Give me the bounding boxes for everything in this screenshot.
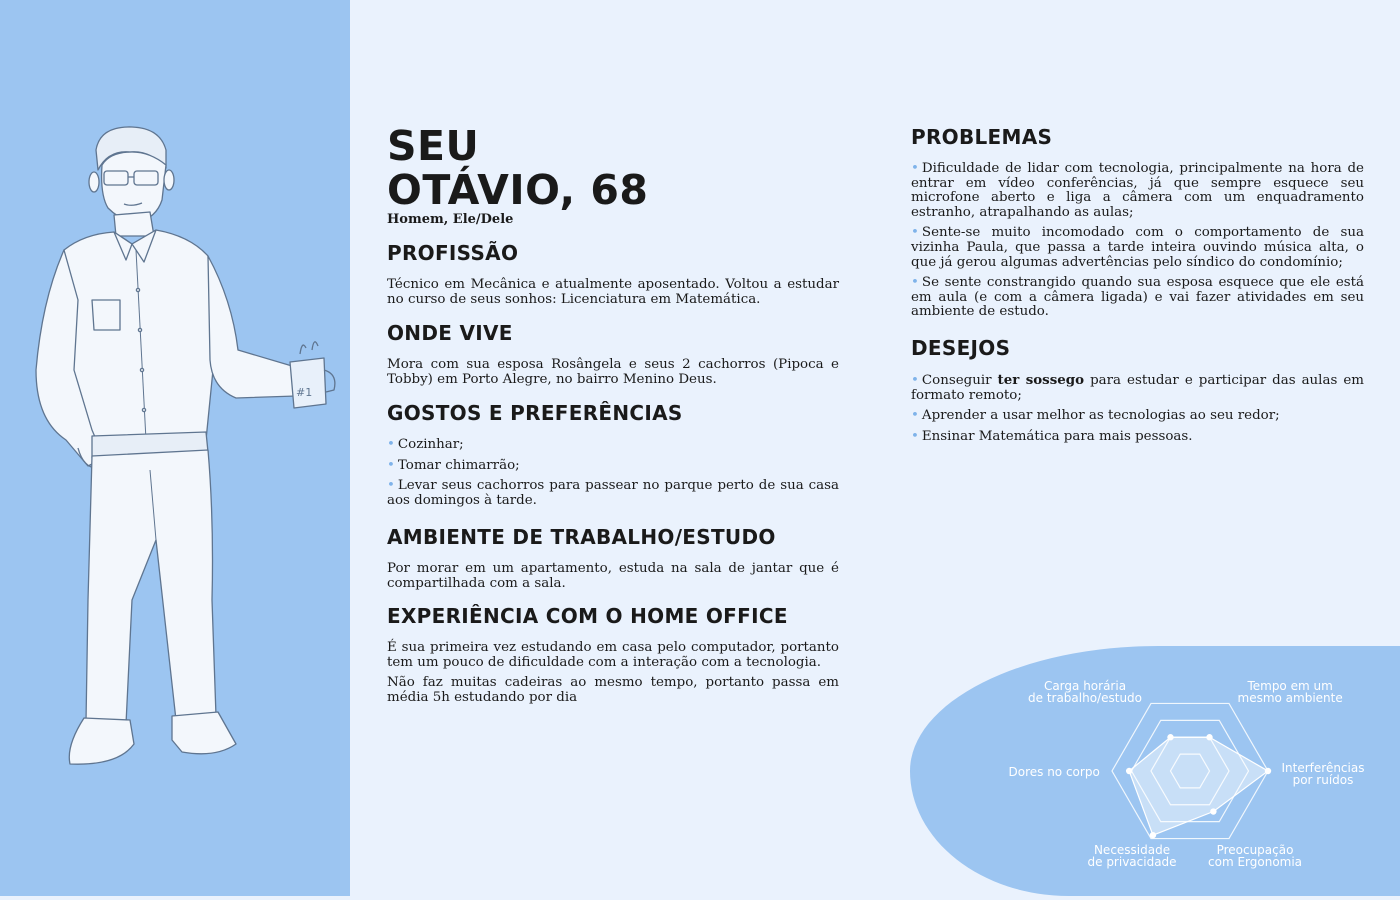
section-onde-vive <box>387 321 839 393</box>
section-text: É sua primeira vez estudando em casa pelo computador, portanto tem um pouco de dificuldade com a interação com a tecnologia. <box>387 640 839 670</box>
radar-axis-label-line: Interferências <box>1281 761 1365 775</box>
list-item-highlight: ter sossego <box>997 372 1085 388</box>
radar-axis-label-line: mesmo ambiente <box>1237 691 1343 705</box>
list-item: • Ensinar Matemática para mais pessoas. <box>911 428 1193 444</box>
section-text: Não faz muitas cadeiras ao mesmo tempo, portanto passa em média 5h estudando por dia <box>387 675 839 705</box>
section-text: Técnico em Mecânica e atualmente aposentado. Voltou a estudar no curso de seus sonhos: Licenciatura em Matemática. <box>387 277 839 307</box>
radar-axis-label-line: Tempo em um <box>1247 679 1333 693</box>
section-profissao <box>387 241 839 313</box>
radar-axis-label <box>1028 680 1142 704</box>
radar-axis-label-line: Preocupação <box>1216 843 1294 857</box>
persona-pronouns: Homem, Ele/Dele <box>387 212 514 227</box>
radar-axis-label <box>1282 762 1365 786</box>
radar-axis-label-line: com Ergonomia <box>1208 855 1303 869</box>
persona-name <box>387 124 648 212</box>
list-item: • Levar seus cachorros para passear no parque perto de sua casa aos domingos à tarde. <box>387 478 839 508</box>
persona-name-line2: OTÁVIO, 68 <box>387 166 649 214</box>
radar-point-2 <box>1206 734 1212 740</box>
section-desejos <box>911 336 1364 450</box>
section-experiencia <box>387 604 839 711</box>
section-title: DESEJOS <box>911 336 1011 360</box>
list-item-text: Conseguir <box>921 373 992 388</box>
radar-axis-label-line: por ruídos <box>1292 773 1354 787</box>
section-title: AMBIENTE DE TRABALHO/ESTUDO <box>387 525 776 549</box>
section-ambiente <box>387 525 839 597</box>
list-item-text: Sente-se muito incomodado com o comportamento de sua vizinha Paula, que passa a tarde inteira ouvindo música alta, o que já gerou algumas advertências pelo síndico do condomínio; <box>911 225 1364 270</box>
radar-point-3 <box>1265 768 1271 774</box>
radar-chart <box>910 646 1400 896</box>
radar-axis-label-line: Dores no corpo <box>1008 765 1100 779</box>
section-problemas <box>911 125 1364 326</box>
list-item: • Cozinhar; <box>387 437 464 452</box>
list-item: • Conseguir ter sossego para estudar e participar das aulas em formato remoto; <box>911 372 1364 403</box>
list-item-text: Tomar chimarrão; <box>397 457 520 473</box>
list-item-text: Aprender a usar melhor as tecnologias ao seu redor; <box>921 408 1280 424</box>
list-item-text: Se sente constrangido quando sua esposa esquece que ele está em aula (e com a câmera ligada) e vai fazer atividades em seu ambiente de estudo. <box>911 275 1364 320</box>
list-item: • Se sente constrangido quando sua esposa esquece que ele está em aula (e com a câmera ligada) e vai fazer atividades em seu ambiente de estudo. <box>911 275 1364 320</box>
radar-axis-label <box>1009 766 1100 778</box>
section-text: Mora com sua esposa Rosângela e seus 2 cachorros (Pipoca e Tobby) em Porto Alegre, no bairro Menino Deus. <box>387 357 839 387</box>
section-title: GOSTOS E PREFERÊNCIAS <box>387 401 683 425</box>
persona-illustration <box>0 0 350 896</box>
section-title: ONDE VIVE <box>387 321 513 345</box>
radar-point-4 <box>1210 808 1216 814</box>
section-title: PROBLEMAS <box>911 125 1053 149</box>
list-item-text: Levar seus cachorros para passear no parque perto de sua casa aos domingos à tarde. <box>387 478 839 508</box>
radar-axis-label <box>1088 844 1177 868</box>
section-text: Por morar em um apartamento, estuda na sala de jantar que é compartilhada com a sala. <box>387 561 839 591</box>
list-item-text: Ensinar Matemática para mais pessoas. <box>921 428 1193 444</box>
radar-point-1 <box>1167 734 1173 740</box>
list-item: • Sente-se muito incomodado com o comportamento de sua vizinha Paula, que passa a tarde inteira ouvindo música alta, o que já gerou algumas advertências pelo síndico do condomínio; <box>911 225 1364 270</box>
list-item: • Dificuldade de lidar com tecnologia, principalmente na hora de entrar em vídeo conferências, já que sempre esquece seu microfone aberto e liga a câmera com um enquadramento estranho, atrapalhando as aulas; <box>911 161 1364 220</box>
radar-axis-label-line: Carga horária <box>1043 679 1127 693</box>
radar-point-6 <box>1126 768 1132 774</box>
radar-axis-label-line: de trabalho/estudo <box>1028 691 1143 705</box>
radar-axis-label-line: Necessidade <box>1093 843 1171 857</box>
list-item: • Tomar chimarrão; <box>387 457 520 473</box>
section-title: EXPERIÊNCIA COM O HOME OFFICE <box>387 604 788 628</box>
section-title: PROFISSÃO <box>387 241 519 265</box>
radar-axis-label-line: de privacidade <box>1087 855 1177 869</box>
list-item-text: Dificuldade de lidar com tecnologia, principalmente na hora de entrar em vídeo conferências, já que sempre esquece seu microfone aberto e liga a câmera com um enquadramento estranho, atrapalhando as aulas; <box>911 161 1364 220</box>
radar-axis-label <box>1208 844 1302 868</box>
section-gostos <box>387 401 839 514</box>
radar-axis-label <box>1238 680 1343 704</box>
svg-text:#1: #1 <box>296 386 313 399</box>
persona-name-line1: SEU <box>387 122 480 170</box>
list-item-text: Cozinhar; <box>397 437 464 452</box>
radar-point-5 <box>1150 832 1156 838</box>
list-item: • Aprender a usar melhor as tecnologias ao seu redor; <box>911 408 1280 424</box>
list-item-text: para estudar e participar das aulas em formato remoto; <box>911 373 1364 403</box>
radar-data-area <box>1129 737 1268 835</box>
